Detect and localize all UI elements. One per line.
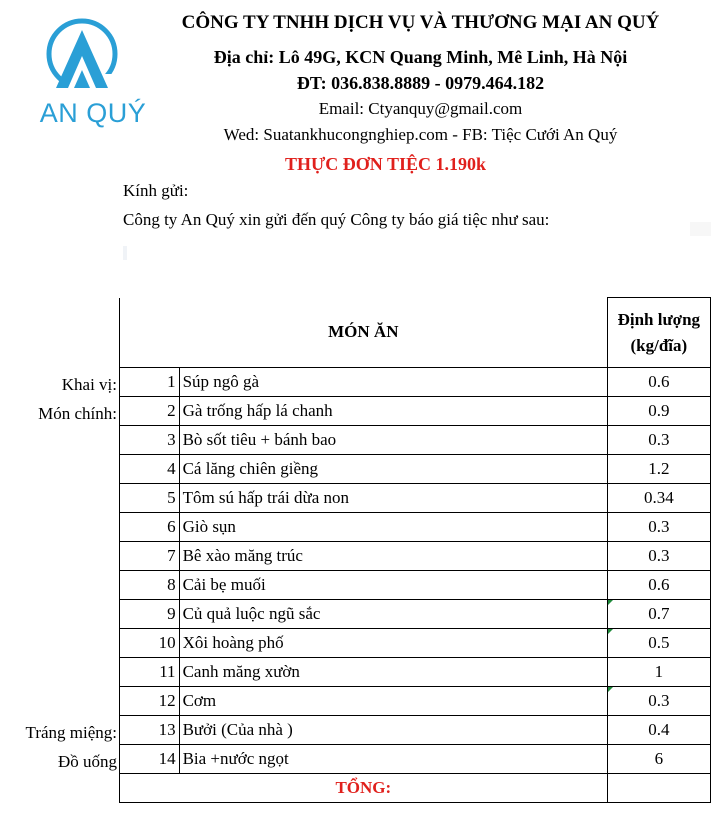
menu-title: THỰC ĐƠN TIỆC 1.190k — [284, 154, 487, 174]
table-row — [120, 716, 711, 745]
table-row — [120, 542, 711, 571]
dish-name: Gà trống hấp lá chanh — [179, 397, 607, 426]
dish-quantity: 0.34 — [607, 484, 710, 513]
logo-text: AN QUÝ — [39, 98, 147, 128]
row-number: 2 — [120, 397, 180, 426]
dish-quantity: 6 — [607, 745, 710, 774]
dish-name: Xôi hoàng phố — [179, 629, 607, 658]
dish-quantity: 1.2 — [607, 455, 710, 484]
dish-name: Bê xào măng trúc — [179, 542, 607, 571]
cell-comment-marker — [608, 629, 613, 634]
table-total-row — [120, 774, 711, 803]
dish-name: Cải bẹ muối — [179, 571, 607, 600]
dish-name: Cá lăng chiên giềng — [179, 455, 607, 484]
row-number: 12 — [120, 687, 180, 716]
faint-mark — [690, 222, 711, 236]
dish-name: Bưởi (Của nhà ) — [179, 716, 607, 745]
table-row — [120, 455, 711, 484]
table-row — [120, 426, 711, 455]
total-label: TỔNG: — [120, 774, 608, 803]
dish-quantity: 0.6 — [607, 368, 710, 397]
dish-quantity: 0.4 — [607, 716, 710, 745]
category-main: Món chính: — [38, 404, 117, 423]
dish-name: Giò sụn — [179, 513, 607, 542]
column-header-dish: MÓN ĂN — [120, 298, 608, 368]
table-row — [120, 600, 711, 629]
table-row — [120, 687, 711, 716]
dish-quantity: 0.3 — [607, 426, 710, 455]
row-number: 14 — [120, 745, 180, 774]
dish-quantity: 1 — [607, 658, 710, 687]
dish-quantity — [607, 629, 710, 658]
column-header-quantity-line1: Định lượng — [617, 309, 701, 329]
dish-name: Tôm sú hấp trái dừa non — [179, 484, 607, 513]
dish-name: Bia +nước ngọt — [179, 745, 607, 774]
dish-quantity: 0.6 — [607, 571, 710, 600]
dish-name: Súp ngô gà — [179, 368, 607, 397]
row-number: 7 — [120, 542, 180, 571]
dish-quantity: 0.3 — [607, 542, 710, 571]
dish-quantity: 0.3 — [607, 513, 710, 542]
category-appetizer: Khai vị: — [61, 375, 117, 394]
dish-name: Bò sốt tiêu + bánh bao — [179, 426, 607, 455]
category-dessert: Tráng miệng: — [25, 723, 117, 742]
row-number: 4 — [120, 455, 180, 484]
dish-name: Củ quả luộc ngũ sắc — [179, 600, 607, 629]
table-row — [120, 484, 711, 513]
dish-quantity-value: 0.5 — [648, 633, 670, 652]
row-number: 3 — [120, 426, 180, 455]
row-number: 1 — [120, 368, 180, 397]
greeting-message: Công ty An Quý xin gửi đến quý Công ty báo giá tiệc như sau: — [123, 210, 550, 229]
cell-comment-marker — [608, 600, 613, 605]
row-number: 10 — [120, 629, 180, 658]
company-email: Email: Ctyanquy@gmail.com — [318, 99, 523, 118]
total-value — [607, 774, 710, 803]
row-number: 13 — [120, 716, 180, 745]
table-row — [120, 513, 711, 542]
company-website: Wed: Suatankhucongnghiep.com - FB: Tiệc Cưới An Quý — [223, 125, 618, 144]
dish-quantity: 0.9 — [607, 397, 710, 426]
dish-quantity — [607, 687, 710, 716]
table-header-row — [120, 298, 711, 368]
table-row — [120, 368, 711, 397]
dish-name: Canh măng xườn — [179, 658, 607, 687]
greeting-salutation: Kính gửi: — [123, 181, 189, 200]
table-row — [120, 745, 711, 774]
row-number: 9 — [120, 600, 180, 629]
dish-name: Cơm — [179, 687, 607, 716]
row-number: 6 — [120, 513, 180, 542]
faint-mark — [123, 246, 127, 260]
row-number: 8 — [120, 571, 180, 600]
table-row — [120, 658, 711, 687]
row-number: 11 — [120, 658, 180, 687]
company-phone: ĐT: 036.838.8889 - 0979.464.182 — [296, 73, 545, 93]
table-row — [120, 397, 711, 426]
dish-quantity-value: 0.7 — [648, 604, 670, 623]
company-address: Địa chỉ: Lô 49G, KCN Quang Minh, Mê Linh, Hà Nội — [213, 47, 628, 67]
column-header-quantity — [607, 298, 710, 368]
menu-table — [119, 297, 711, 803]
company-name: CÔNG TY TNHH DỊCH VỤ VÀ THƯƠNG MẠI AN QUÝ — [181, 12, 660, 33]
cell-comment-marker — [608, 687, 613, 692]
row-number: 5 — [120, 484, 180, 513]
category-drinks: Đồ uống — [57, 752, 117, 771]
dish-quantity — [607, 600, 710, 629]
column-header-quantity-line2: (kg/đĩa) — [630, 335, 688, 355]
dish-quantity-value: 0.3 — [648, 691, 670, 710]
table-row — [120, 629, 711, 658]
table-row — [120, 571, 711, 600]
